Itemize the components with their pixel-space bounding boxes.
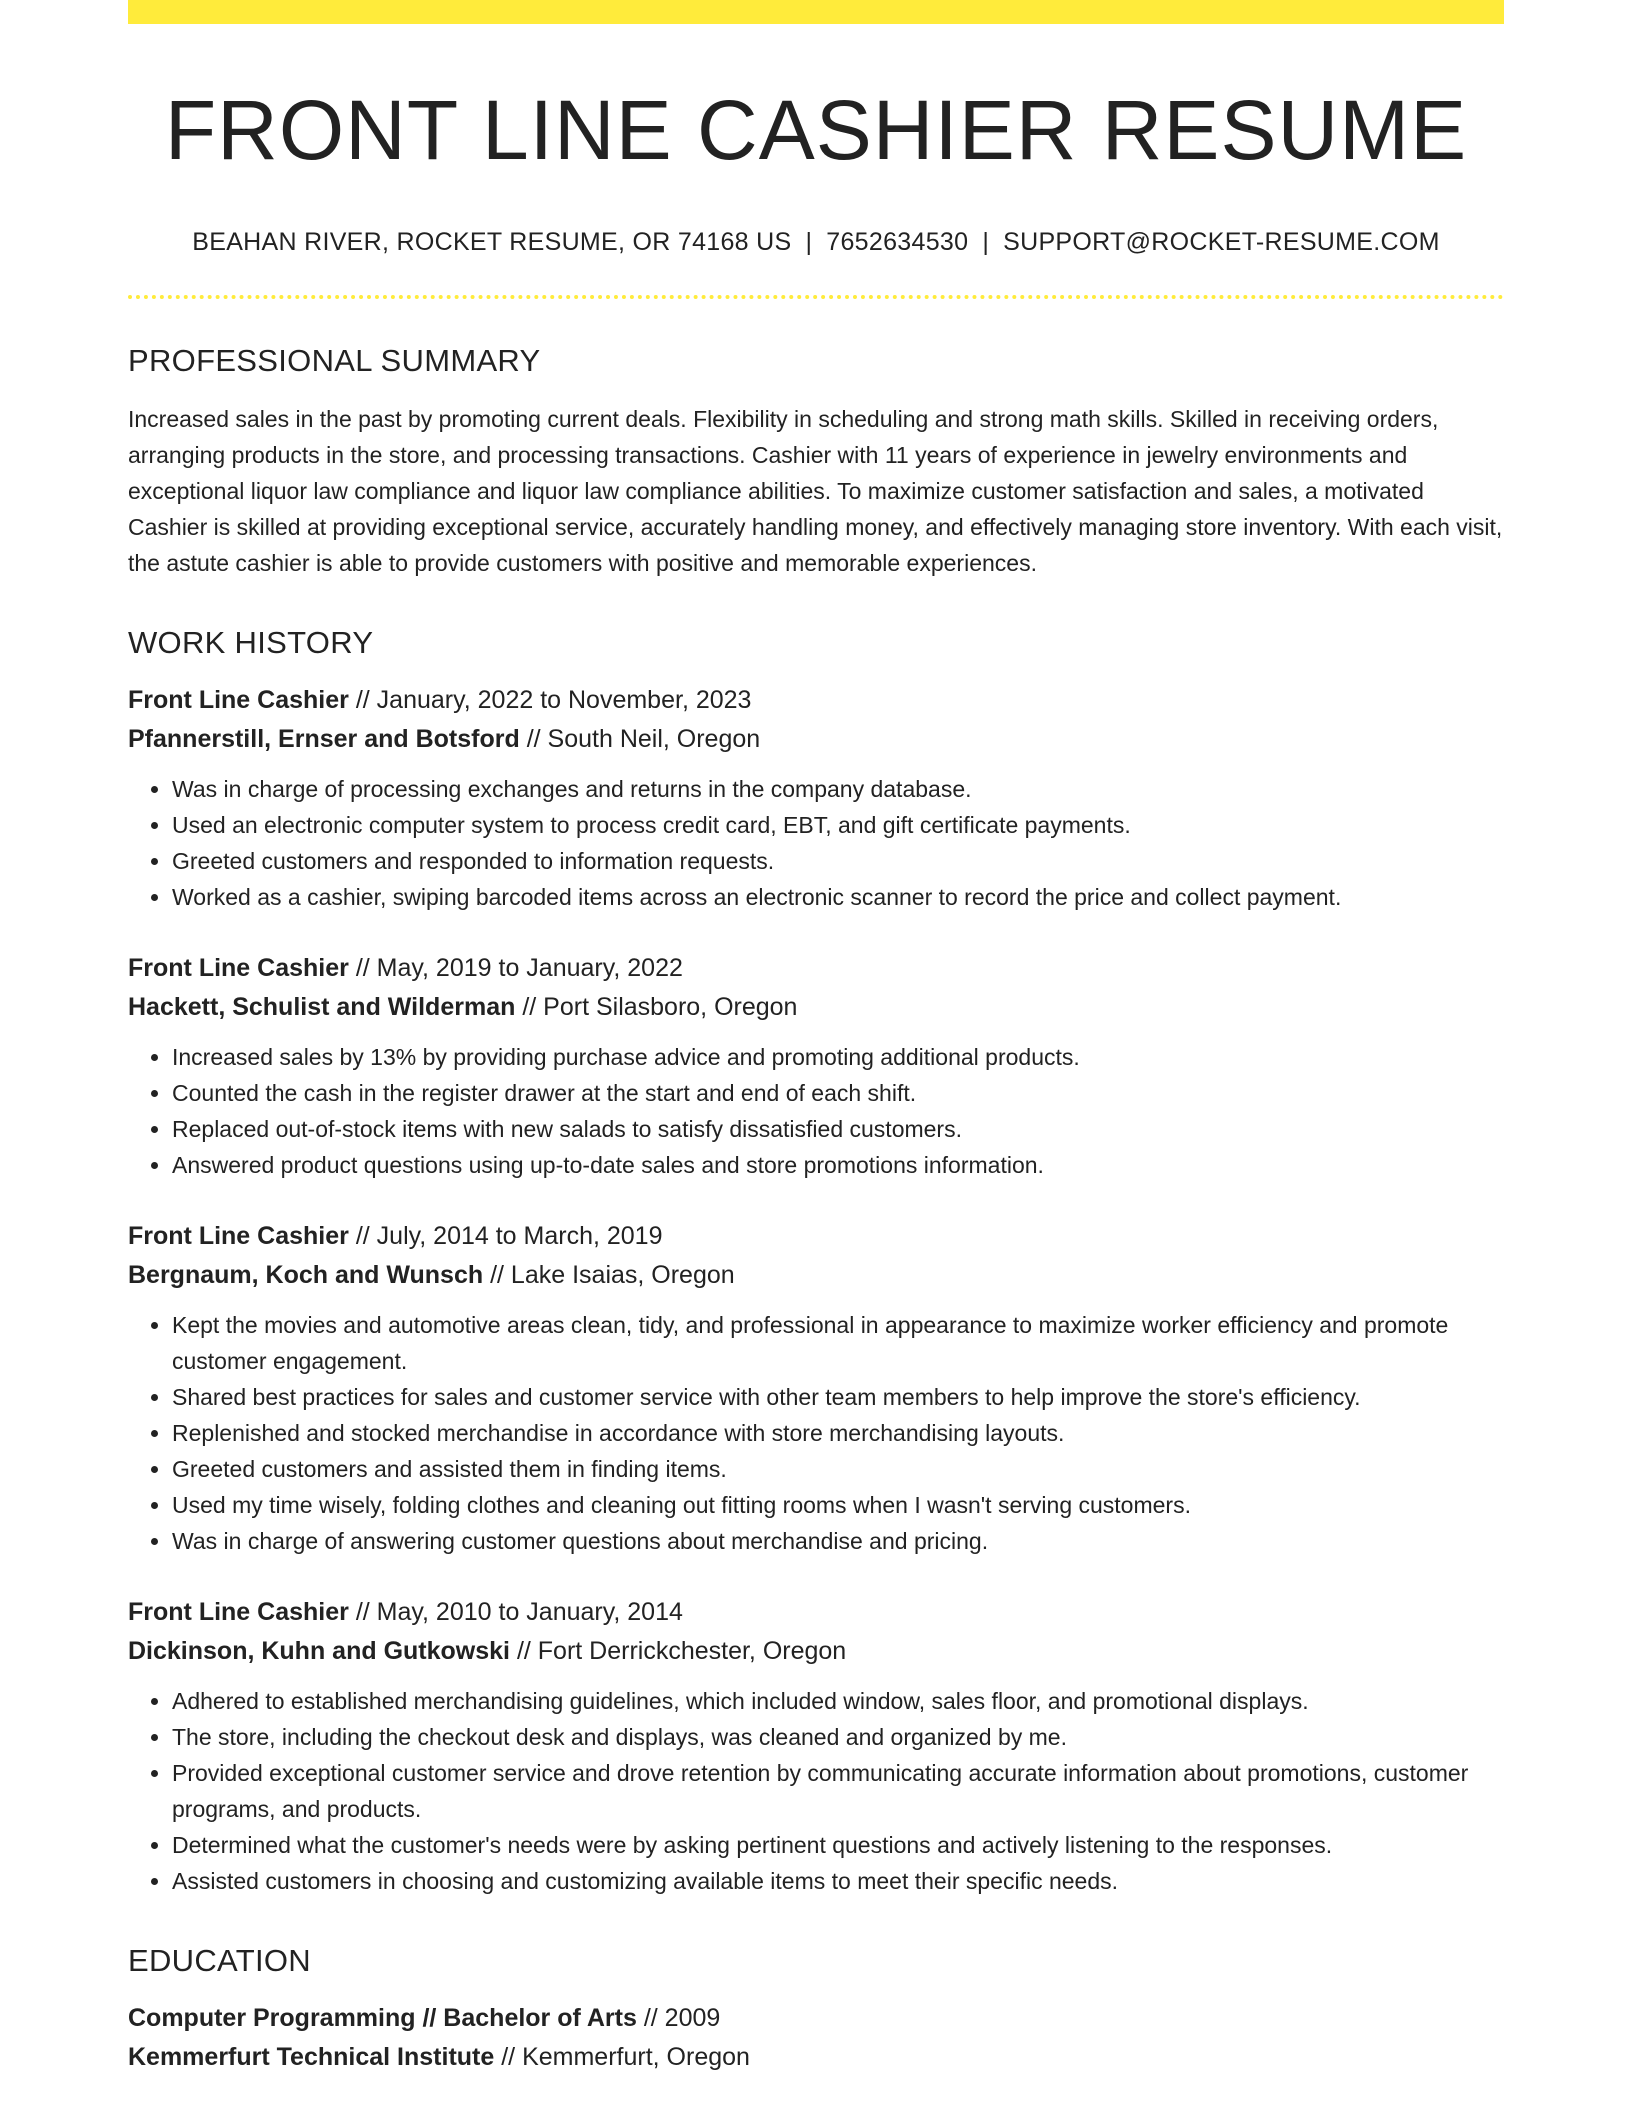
list-item: • Adhered to established merchandising guidelines, which included window, sales floor, and promotional displays.: [172, 1683, 1504, 1719]
list-item: • Shared best practices for sales and customer service with other team members to help improve the store's efficiency.: [172, 1379, 1504, 1415]
list-item: • Replaced out-of-stock items with new salads to satisfy dissatisfied customers.: [172, 1111, 1504, 1147]
job-company: Dickinson, Kuhn and Gutkowski: [128, 1637, 510, 1666]
contact-phone: 7652634530: [826, 228, 969, 257]
contact-separator: |: [805, 228, 813, 257]
list-item: • Greeted customers and responded to information requests.: [172, 843, 1504, 879]
job-entry: [128, 1217, 1504, 1559]
job-company-line: [128, 720, 1504, 759]
list-item: • The store, including the checkout desk and displays, was cleaned and organized by me.: [172, 1719, 1504, 1755]
list-item: • Counted the cash in the register drawer at the start and end of each shift.: [172, 1075, 1504, 1111]
job-bullets: [128, 1307, 1504, 1559]
list-item: • Was in charge of answering customer questions about merchandise and pricing.: [172, 1523, 1504, 1559]
summary-heading: PROFESSIONAL SUMMARY: [128, 343, 541, 379]
job-dates: // May, 2010 to January, 2014: [355, 1598, 683, 1627]
list-item: • Kept the movies and automotive areas clean, tidy, and professional in appearance to maximize worker efficiency and promote customer engagement.: [172, 1307, 1504, 1379]
job-location: // Port Silasboro, Oregon: [522, 993, 798, 1022]
summary-text: Increased sales in the past by promoting current deals. Flexibility in scheduling and strong math skills. Skilled in receiving orders, arranging products in the store, and processing transactions. Cashier with 11 years of experience in jewelry environments and exceptional liquor law compliance and liquor law compliance abilities. To maximize customer satisfaction and sales, a motivated Cashier is skilled at providing exceptional service, accurately handling money, and effectively managing store inventory. With each visit, the astute cashier is able to provide customers with positive and memorable experiences.: [128, 406, 1503, 577]
resume-page: [128, 0, 1504, 2077]
job-title: Front Line Cashier: [128, 686, 349, 715]
job-entry: [128, 949, 1504, 1183]
education-school-line: [128, 2038, 1504, 2077]
list-item: • Used my time wisely, folding clothes and cleaning out fitting rooms when I wasn't serving customers.: [172, 1487, 1504, 1523]
job-company: Hackett, Schulist and Wilderman: [128, 993, 516, 1022]
job-title-line: [128, 681, 1504, 720]
job-title: Front Line Cashier: [128, 954, 349, 983]
list-item: • Greeted customers and assisted them in finding items.: [172, 1451, 1504, 1487]
contact-address: BEAHAN RIVER, ROCKET RESUME, OR 74168 US: [192, 228, 792, 257]
page-title: FRONT LINE CASHIER RESUME: [164, 83, 1468, 177]
job-bullets: [128, 1039, 1504, 1183]
list-item: • Was in charge of processing exchanges and returns in the company database.: [172, 771, 1504, 807]
work-history-heading: WORK HISTORY: [128, 625, 374, 661]
list-item: • Worked as a cashier, swiping barcoded items across an electronic scanner to record the price and collect payment.: [172, 879, 1504, 915]
job-dates: // July, 2014 to March, 2019: [355, 1222, 663, 1251]
job-company: Pfannerstill, Ernser and Botsford: [128, 725, 520, 754]
education-location: // Kemmerfurt, Oregon: [501, 2043, 750, 2072]
list-item: • Answered product questions using up-to-date sales and store promotions information.: [172, 1147, 1504, 1183]
dotted-divider: [128, 295, 1504, 299]
job-title: Front Line Cashier: [128, 1598, 349, 1627]
job-dates: // January, 2022 to November, 2023: [355, 686, 752, 715]
contact-email: SUPPORT@ROCKET-RESUME.COM: [1003, 228, 1440, 257]
job-title-line: [128, 949, 1504, 988]
education-school: Kemmerfurt Technical Institute: [128, 2043, 495, 2072]
job-entry: [128, 1593, 1504, 1899]
job-location: // Fort Derrickchester, Oregon: [516, 1637, 847, 1666]
job-title-line: [128, 1217, 1504, 1256]
job-bullets: [128, 771, 1504, 915]
job-company-line: [128, 988, 1504, 1027]
job-bullets: [128, 1683, 1504, 1899]
top-accent-bar: [128, 0, 1504, 24]
education-degree-line: [128, 1999, 1504, 2038]
education-entry: [128, 1999, 1504, 2077]
job-title: Front Line Cashier: [128, 1222, 349, 1251]
list-item: • Increased sales by 13% by providing purchase advice and promoting additional products.: [172, 1039, 1504, 1075]
job-entry: [128, 681, 1504, 915]
job-title-line: [128, 1593, 1504, 1632]
job-location: // Lake Isaias, Oregon: [490, 1261, 735, 1290]
education-heading: EDUCATION: [128, 1943, 311, 1979]
job-location: // South Neil, Oregon: [526, 725, 761, 754]
contact-separator: |: [982, 228, 990, 257]
job-company: Bergnaum, Koch and Wunsch: [128, 1261, 484, 1290]
job-dates: // May, 2019 to January, 2022: [355, 954, 683, 983]
job-company-line: [128, 1632, 1504, 1671]
list-item: • Determined what the customer's needs were by asking pertinent questions and actively listening to the responses.: [172, 1827, 1504, 1863]
list-item: • Replenished and stocked merchandise in accordance with store merchandising layouts.: [172, 1415, 1504, 1451]
education-degree: Computer Programming // Bachelor of Arts: [128, 2004, 637, 2033]
job-company-line: [128, 1256, 1504, 1295]
contact-line: [128, 228, 1504, 257]
list-item: • Assisted customers in choosing and customizing available items to meet their specific needs.: [172, 1863, 1504, 1899]
list-item: • Provided exceptional customer service and drove retention by communicating accurate information about promotions, customer programs, and products.: [172, 1755, 1504, 1827]
education-year: // 2009: [643, 2004, 721, 2033]
list-item: • Used an electronic computer system to process credit card, EBT, and gift certificate payments.: [172, 807, 1504, 843]
